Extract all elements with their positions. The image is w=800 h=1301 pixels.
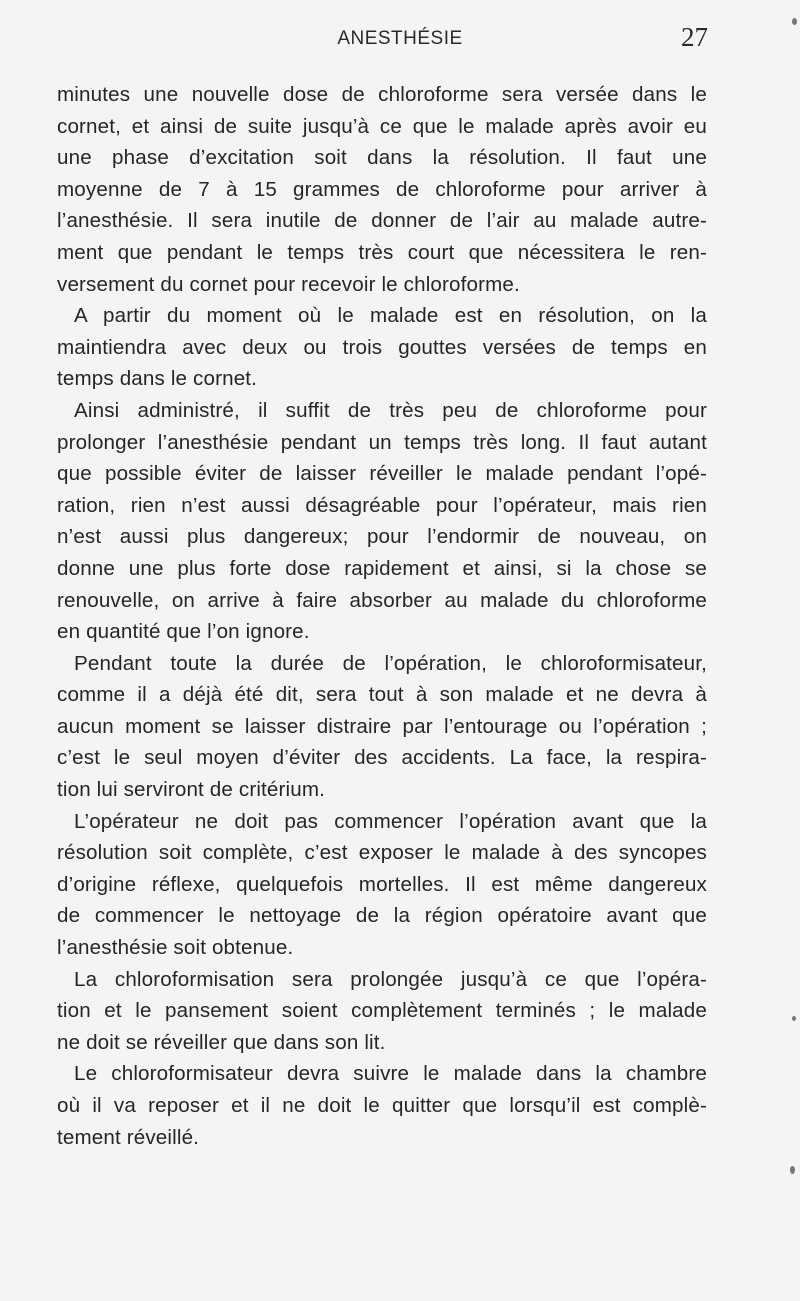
paragraph — [57, 395, 707, 648]
paragraph — [57, 300, 707, 395]
text-line: où il va reposer et il ne doit le quitter que lorsqu’il est complè- — [57, 1094, 707, 1117]
paragraph — [57, 964, 707, 1059]
text-line: versement du cornet pour recevoir le chloroforme. — [57, 272, 520, 296]
text-line: que possible éviter de laisser réveiller le malade pendant l’opé- — [57, 462, 707, 486]
text-line: minutes une nouvelle dose de chloroforme sera versée dans le — [57, 83, 707, 106]
text-line: tement réveillé. — [57, 1125, 200, 1149]
running-title: ANESTHÉSIE — [337, 28, 463, 49]
text-line: l’anesthésie. Il sera inutile de donner de l’air au malade autre- — [57, 209, 707, 233]
text-line: c’est le seul moyen d’éviter des accidents. La face, la respira- — [57, 746, 707, 770]
text-line: l’anesthésie soit obtenue. — [57, 936, 294, 960]
paragraph — [57, 79, 707, 300]
text-line: maintiendra avec deux ou trois gouttes versées de temps en — [57, 335, 707, 359]
text-line: donne une plus forte dose rapidement et ainsi, si la chose se — [57, 556, 707, 580]
text-line: ment que pendant le temps très court que nécessitera le ren- — [57, 240, 707, 264]
paragraph — [57, 648, 707, 806]
text-line: n’est aussi plus dangereux; pour l’endormir de nouveau, on — [57, 525, 707, 549]
text-line: de commencer le nettoyage de la région opératoire avant que — [57, 904, 707, 928]
paper-speck — [792, 18, 797, 25]
page-number: 27 — [681, 22, 708, 52]
text-line: A partir du moment où le malade est en résolution, on la — [74, 304, 707, 328]
paragraph — [57, 1058, 707, 1153]
text-line: cornet, et ainsi de suite jusqu’à ce que le malade après avoir eu — [57, 114, 707, 138]
text-line: tion et le pansement soient complètement terminés ; le malade — [57, 999, 707, 1023]
text-line: renouvelle, on arrive à faire absorber au malade du chloroforme — [57, 588, 707, 612]
text-line: en quantité que l’on ignore. — [57, 620, 310, 644]
text-line: ne doit se réveiller que dans son lit. — [57, 1030, 386, 1054]
text-line: prolonger l’anesthésie pendant un temps très long. Il faut autant — [57, 430, 707, 454]
body-text — [57, 79, 707, 1153]
paper-speck — [790, 1166, 795, 1174]
text-line: La chloroformisation sera prolongée jusqu’à ce que l’opéra- — [74, 967, 707, 991]
text-line: tion lui serviront de critérium. — [57, 778, 326, 802]
text-line: aucun moment se laisser distraire par l’entourage ou l’opération ; — [57, 714, 707, 738]
text-line: une phase d’excitation soit dans la résolution. Il faut une — [57, 146, 707, 170]
text-line: comme il a déjà été dit, sera tout à son malade et ne devra à — [57, 683, 707, 707]
text-line: temps dans le cornet. — [57, 367, 258, 391]
text-line: L’opérateur ne doit pas commencer l’opération avant que la — [74, 809, 707, 833]
text-line: Pendant toute la durée de l’opération, le chloroformisateur, — [74, 651, 707, 675]
paragraph — [57, 806, 707, 964]
text-line: moyenne de 7 à 15 grammes de chloroforme pour arriver à — [57, 177, 707, 201]
text-line: Le chloroformisateur devra suivre le malade dans la chambre — [74, 1062, 707, 1086]
running-head — [0, 22, 800, 58]
text-line: Ainsi administré, il suffit de très peu de chloroforme pour — [74, 398, 707, 422]
text-line: ration, rien n’est aussi désagréable pour l’opérateur, mais rien — [57, 493, 707, 517]
text-line: résolution soit complète, c’est exposer le malade à des syncopes — [57, 841, 707, 865]
paper-speck — [792, 1016, 796, 1021]
text-line: d’origine réflexe, quelquefois mortelles. Il est même dangereux — [57, 872, 707, 896]
